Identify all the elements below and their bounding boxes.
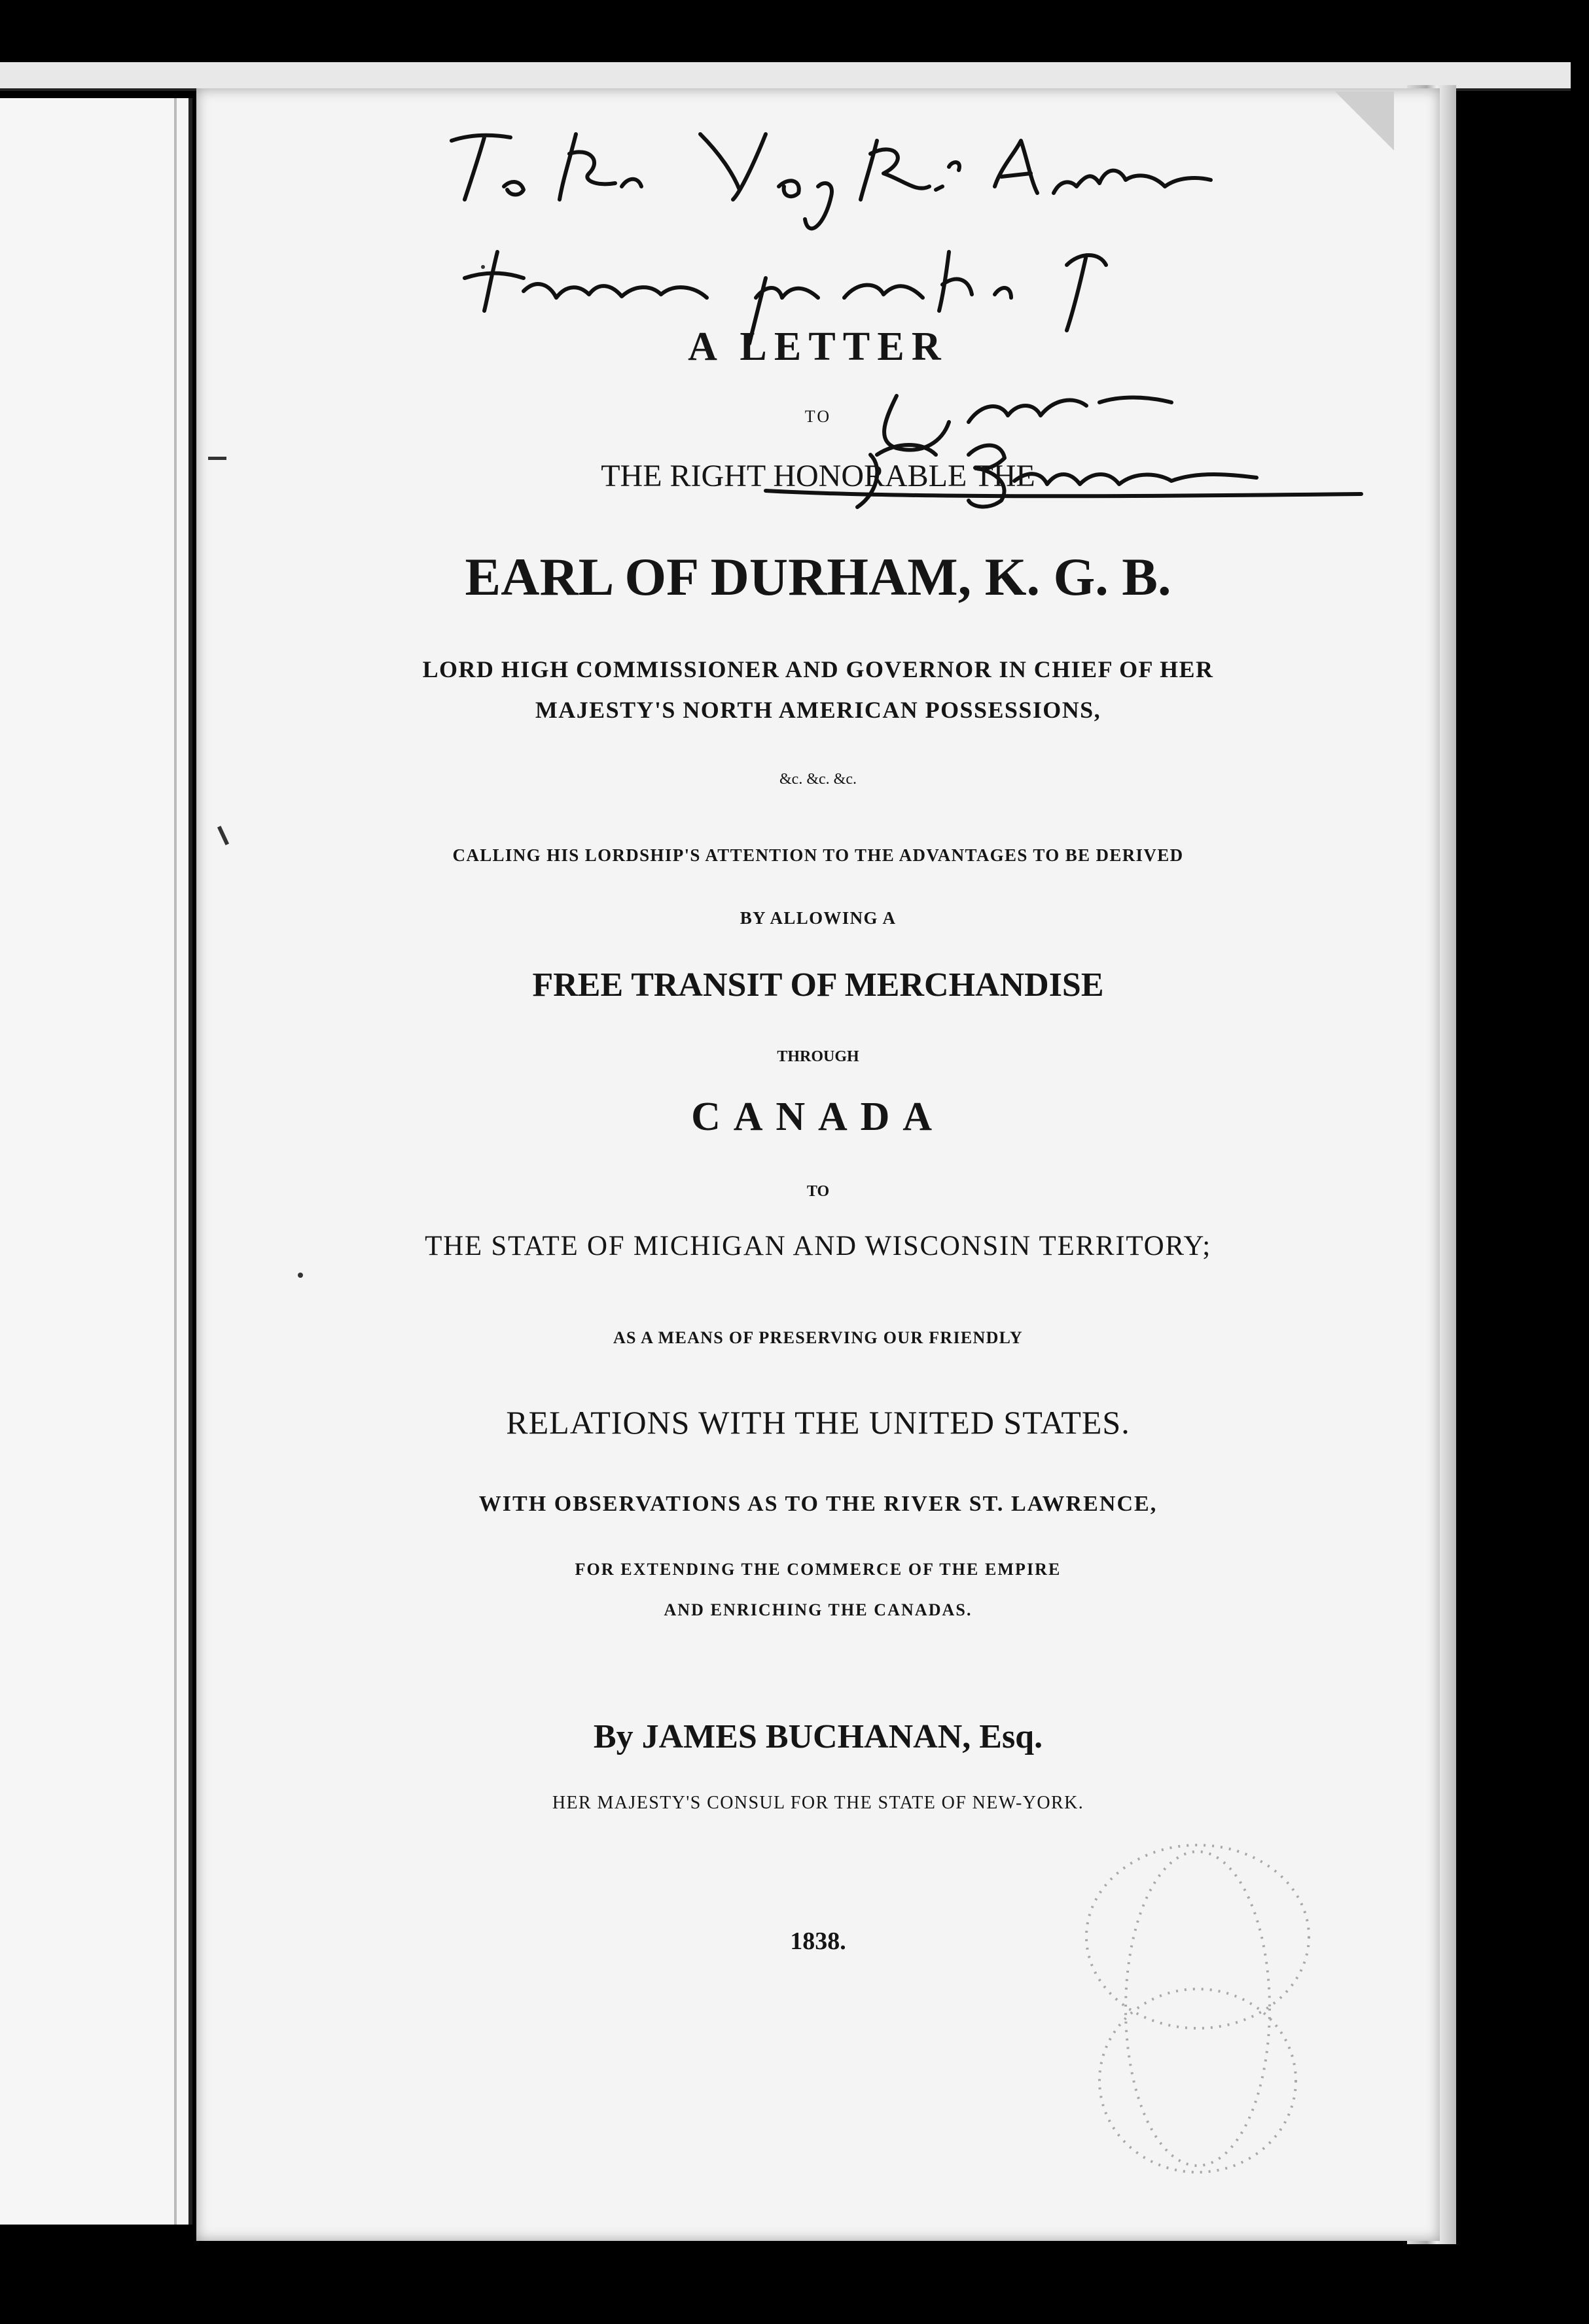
subject-michigan-wisconsin: THE STATE OF MICHIGAN AND WISCONSIN TERRITORY;: [425, 1231, 1211, 1261]
subject-through: THROUGH: [777, 1048, 859, 1065]
author-position: HER MAJESTY'S CONSUL FOR THE STATE OF NEW-YORK.: [552, 1793, 1084, 1813]
library-stamp: [1060, 1819, 1335, 2185]
subject-friendly: AS A MEANS OF PRESERVING OUR FRIENDLY: [613, 1328, 1023, 1347]
title-earl-of-durham: EARL OF DURHAM, K. G. B.: [465, 547, 1171, 607]
observations-line-2: FOR EXTENDING THE COMMERCE OF THE EMPIRE: [575, 1560, 1062, 1579]
author-suffix: Esq.: [979, 1718, 1043, 1755]
subject-canada: CANADA: [691, 1095, 945, 1139]
publication-year: 1838.: [790, 1928, 846, 1955]
title-right-honorable: THE RIGHT HONORABLE THE: [601, 459, 1035, 493]
top-binding-strip: [0, 62, 1571, 91]
title-to: TO: [804, 407, 832, 426]
author-byline: [196, 1717, 1440, 1756]
subject-relations: RELATIONS WITH THE UNITED STATES.: [506, 1404, 1130, 1441]
office-line-2: MAJESTY'S NORTH AMERICAN POSSESSIONS,: [535, 697, 1101, 723]
office-line-1: LORD HIGH COMMISSIONER AND GOVERNOR IN CHIEF OF HER: [422, 656, 1214, 682]
scan-speck: [298, 1273, 303, 1278]
author-by: By: [593, 1718, 634, 1755]
office-etc: &c. &c. &c.: [779, 771, 857, 788]
observations-line-3: AND ENRICHING THE CANADAS.: [664, 1600, 973, 1619]
subject-line-2: BY ALLOWING A: [740, 908, 897, 928]
subject-line-1: CALLING HIS LORDSHIP'S ATTENTION TO THE ADVANTAGES TO BE DERIVED: [452, 845, 1184, 865]
observations-line-1: WITH OBSERVATIONS AS TO THE RIVER ST. LAWRENCE,: [478, 1492, 1158, 1516]
left-leaf-edge: [174, 98, 177, 2225]
subject-free-transit: FREE TRANSIT OF MERCHANDISE: [532, 966, 1104, 1004]
title-a-letter: A LETTER: [688, 325, 948, 369]
subject-to: TO: [806, 1183, 830, 1200]
left-facing-leaf: [0, 98, 192, 2225]
author-name: JAMES BUCHANAN,: [641, 1718, 971, 1755]
